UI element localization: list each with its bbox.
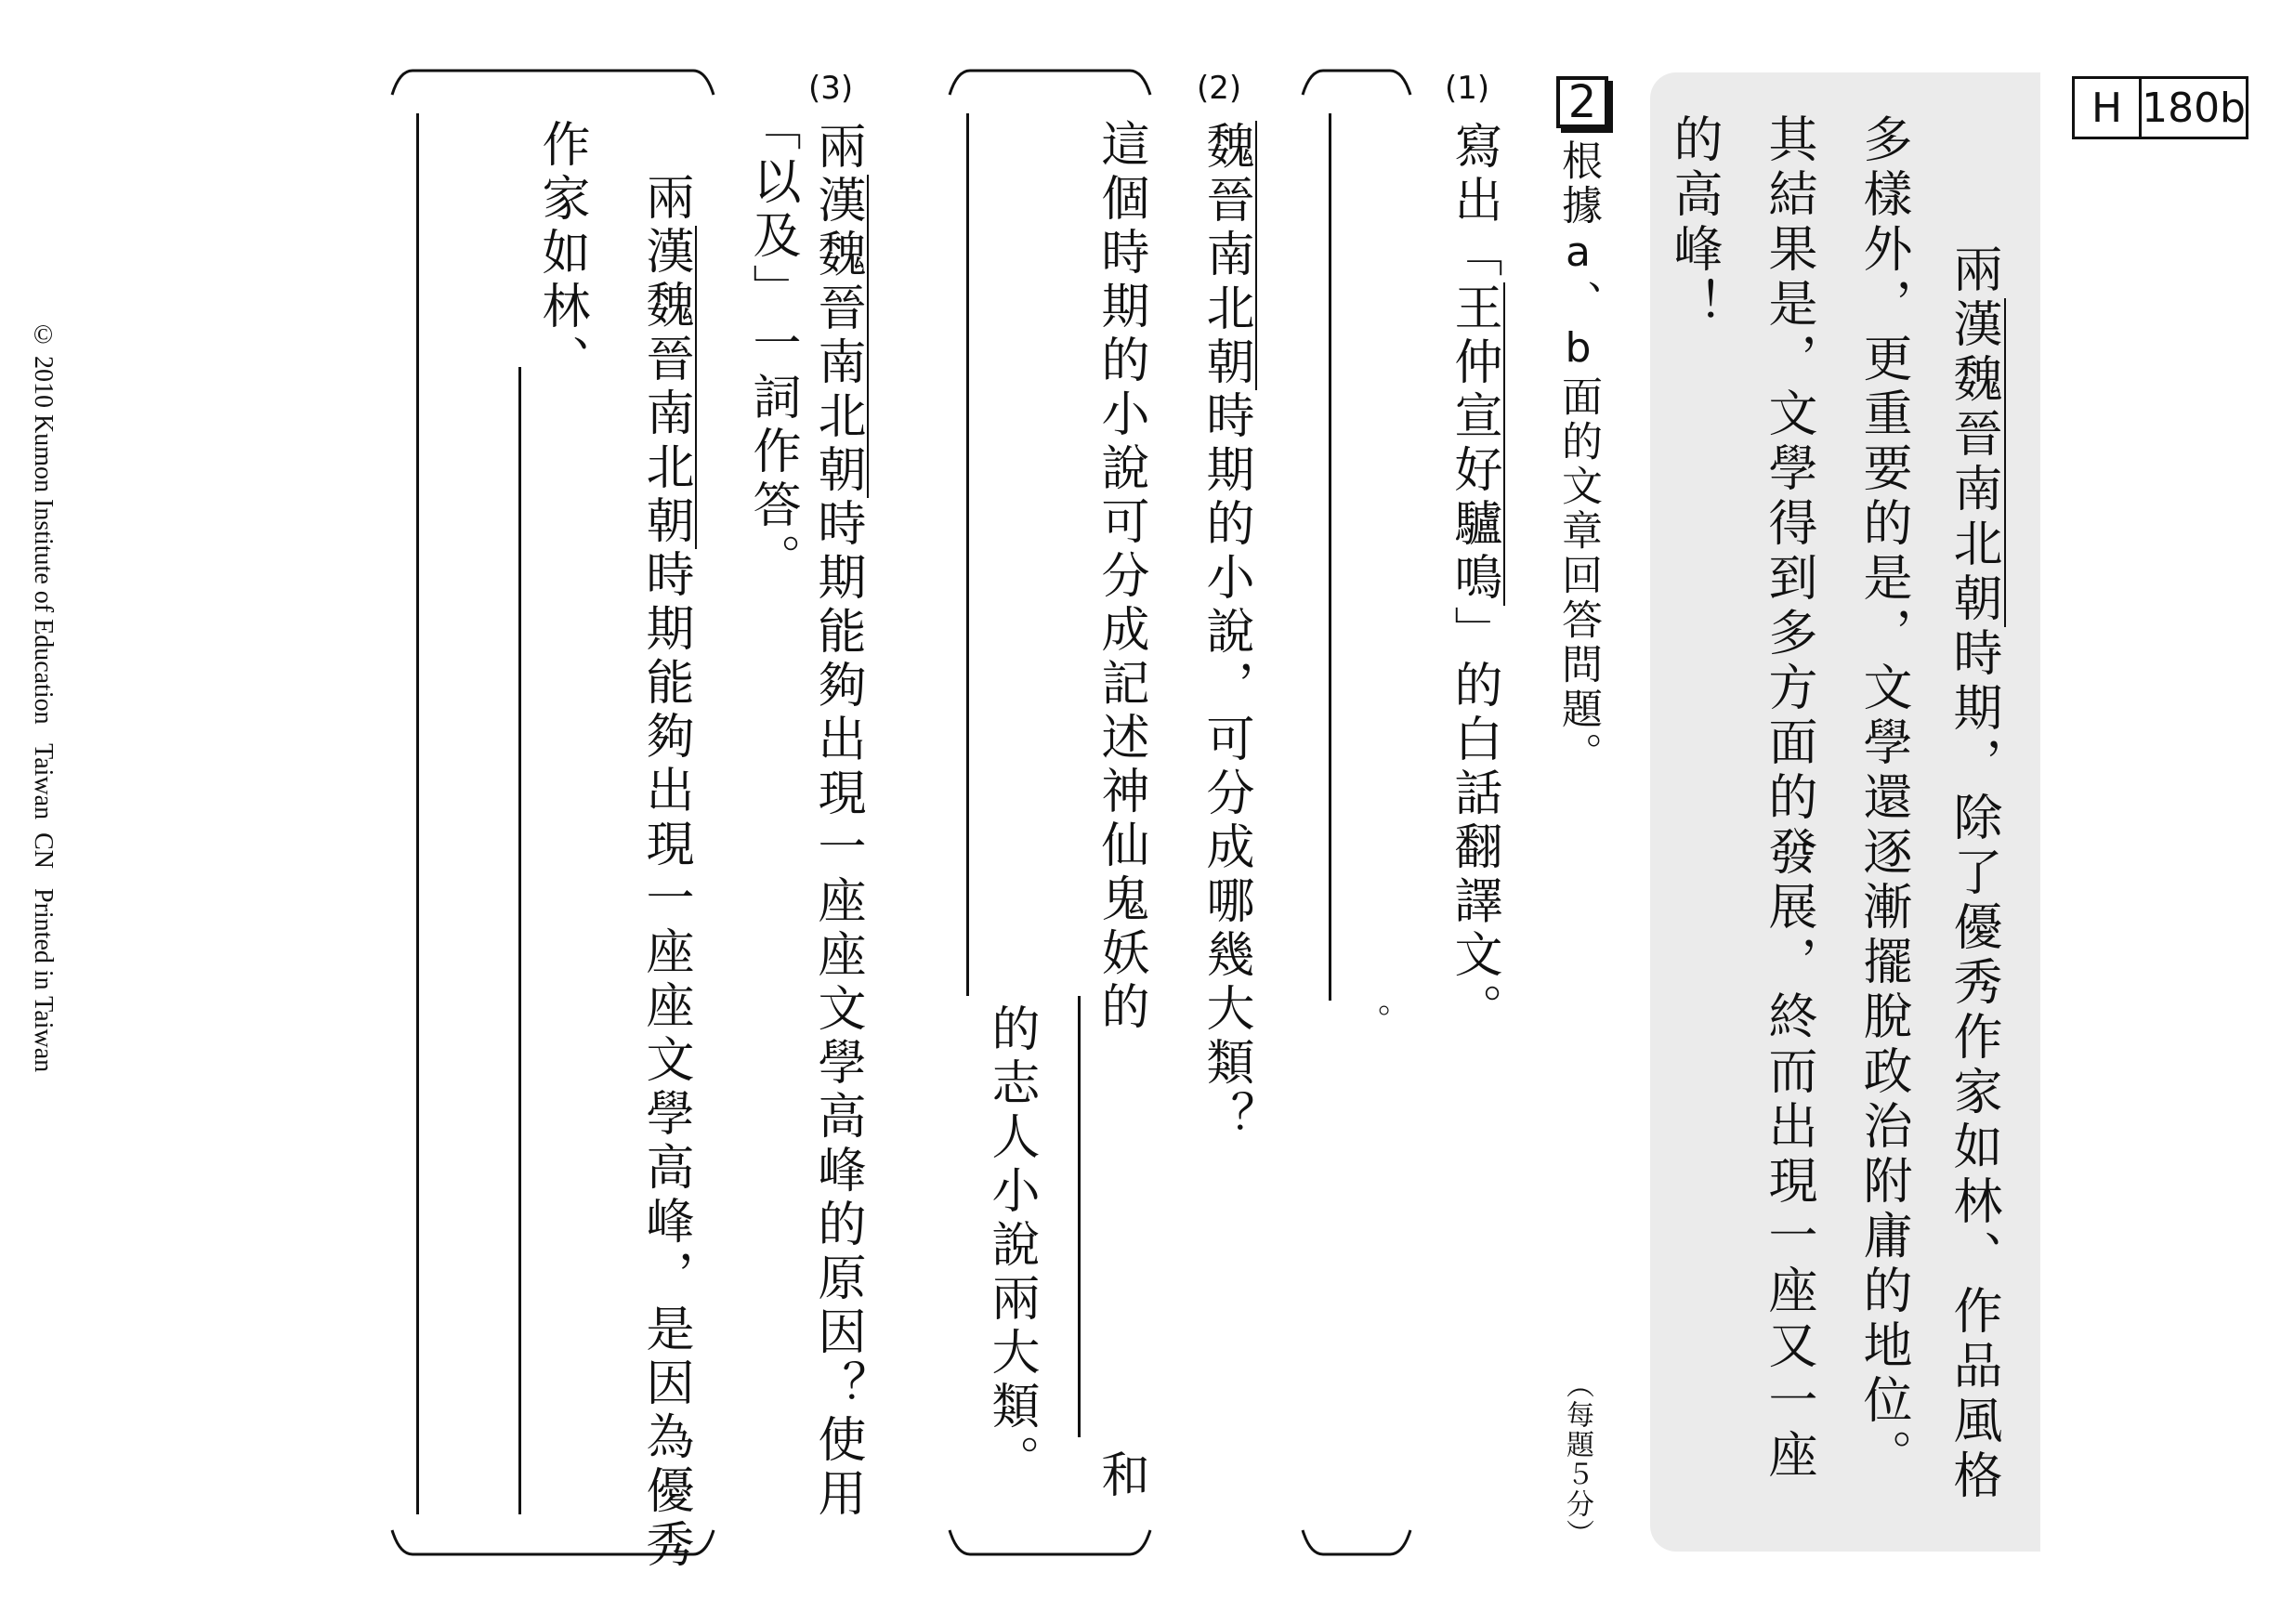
answer-text: 兩 <box>637 172 693 226</box>
passage-text: 兩 <box>1946 243 2002 298</box>
answer-line[interactable] <box>1078 996 1081 1437</box>
answer-2-line-2: 的志人小說兩大類。 <box>983 1003 1039 1488</box>
question-3-text-2: 「以及」一詞作答。 <box>744 102 800 587</box>
question-3-text-1 <box>809 121 865 1522</box>
passage-column-1 <box>1946 243 2002 1504</box>
question-text: 」的白話翻譯文。 <box>1446 606 1501 1037</box>
question-text: 時期能夠出現一座座文學高峰的原因？使用 <box>809 498 865 1522</box>
answer-1-period: 。 <box>1353 1003 1391 1037</box>
answer-box-2-bottom-bracket <box>948 1528 1152 1558</box>
period-name-underlined: 漢魏晉南北朝 <box>637 226 697 549</box>
answer-box-2-top-bracket <box>948 67 1152 97</box>
question-3-number: (3) <box>808 70 854 107</box>
points-note: （每題５分） <box>1561 1370 1593 1549</box>
passage-column-4: 的高峰！ <box>1666 113 1723 333</box>
question-1-text <box>1446 121 1501 1037</box>
worksheet-code-box <box>2072 76 2248 139</box>
period-name-underlined: 漢魏晉南北朝 <box>1946 298 2006 627</box>
answer-box-1[interactable] <box>1305 74 1408 1552</box>
question-1-number: (1) <box>1445 70 1490 107</box>
passage-column-2: 多樣外，更重要的是，文學還逐漸擺脫政治附庸的地位。 <box>1855 113 1912 1484</box>
copyright-notice: © 2010 Kumon Institute of Education Taiwan CN Printed in Taiwan <box>29 321 58 1073</box>
passage-column-3: 其結果是，文學得到多方面的發展，終而出現一座又一座 <box>1761 113 1817 1484</box>
answer-line[interactable] <box>966 113 969 996</box>
passage-text: 時期，除了優秀作家如林、作品風格 <box>1946 627 2002 1504</box>
answer-line[interactable] <box>518 367 521 1514</box>
period-name-underlined: 漢魏晉南北朝 <box>809 175 869 498</box>
answer-line[interactable] <box>416 113 419 1514</box>
answer-3-line-2: 作家如林、 <box>533 119 589 388</box>
answer-3-line-1 <box>637 172 693 1573</box>
answer-2-and: 和 <box>1093 1449 1148 1503</box>
question-2-text <box>1198 121 1253 1145</box>
problem-number: 2 <box>1556 76 1608 128</box>
level-label: H <box>2075 79 2142 137</box>
question-text: 寫出「 <box>1446 121 1501 282</box>
answer-box-3-bottom-bracket <box>390 1528 715 1558</box>
title-underlined: 王仲宣好驢鳴 <box>1446 282 1505 606</box>
page-number: 180b <box>2142 84 2246 132</box>
question-2-number: (2) <box>1197 70 1242 107</box>
problem-instruction: 根據a、b面的文章回答問題。 <box>1554 139 1602 777</box>
question-text: 時期的小說，可分成哪幾大類？ <box>1198 390 1253 1145</box>
answer-box-3-top-bracket <box>390 67 715 97</box>
answer-text: 時期能夠出現一座座文學高峰，是因為優秀 <box>637 549 693 1573</box>
period-name-underlined: 魏晉南北朝 <box>1198 121 1257 390</box>
question-text: 兩 <box>809 121 865 175</box>
answer-2-line-1: 這個時期的小說可分成記述神仙鬼妖的 <box>1093 119 1148 1035</box>
